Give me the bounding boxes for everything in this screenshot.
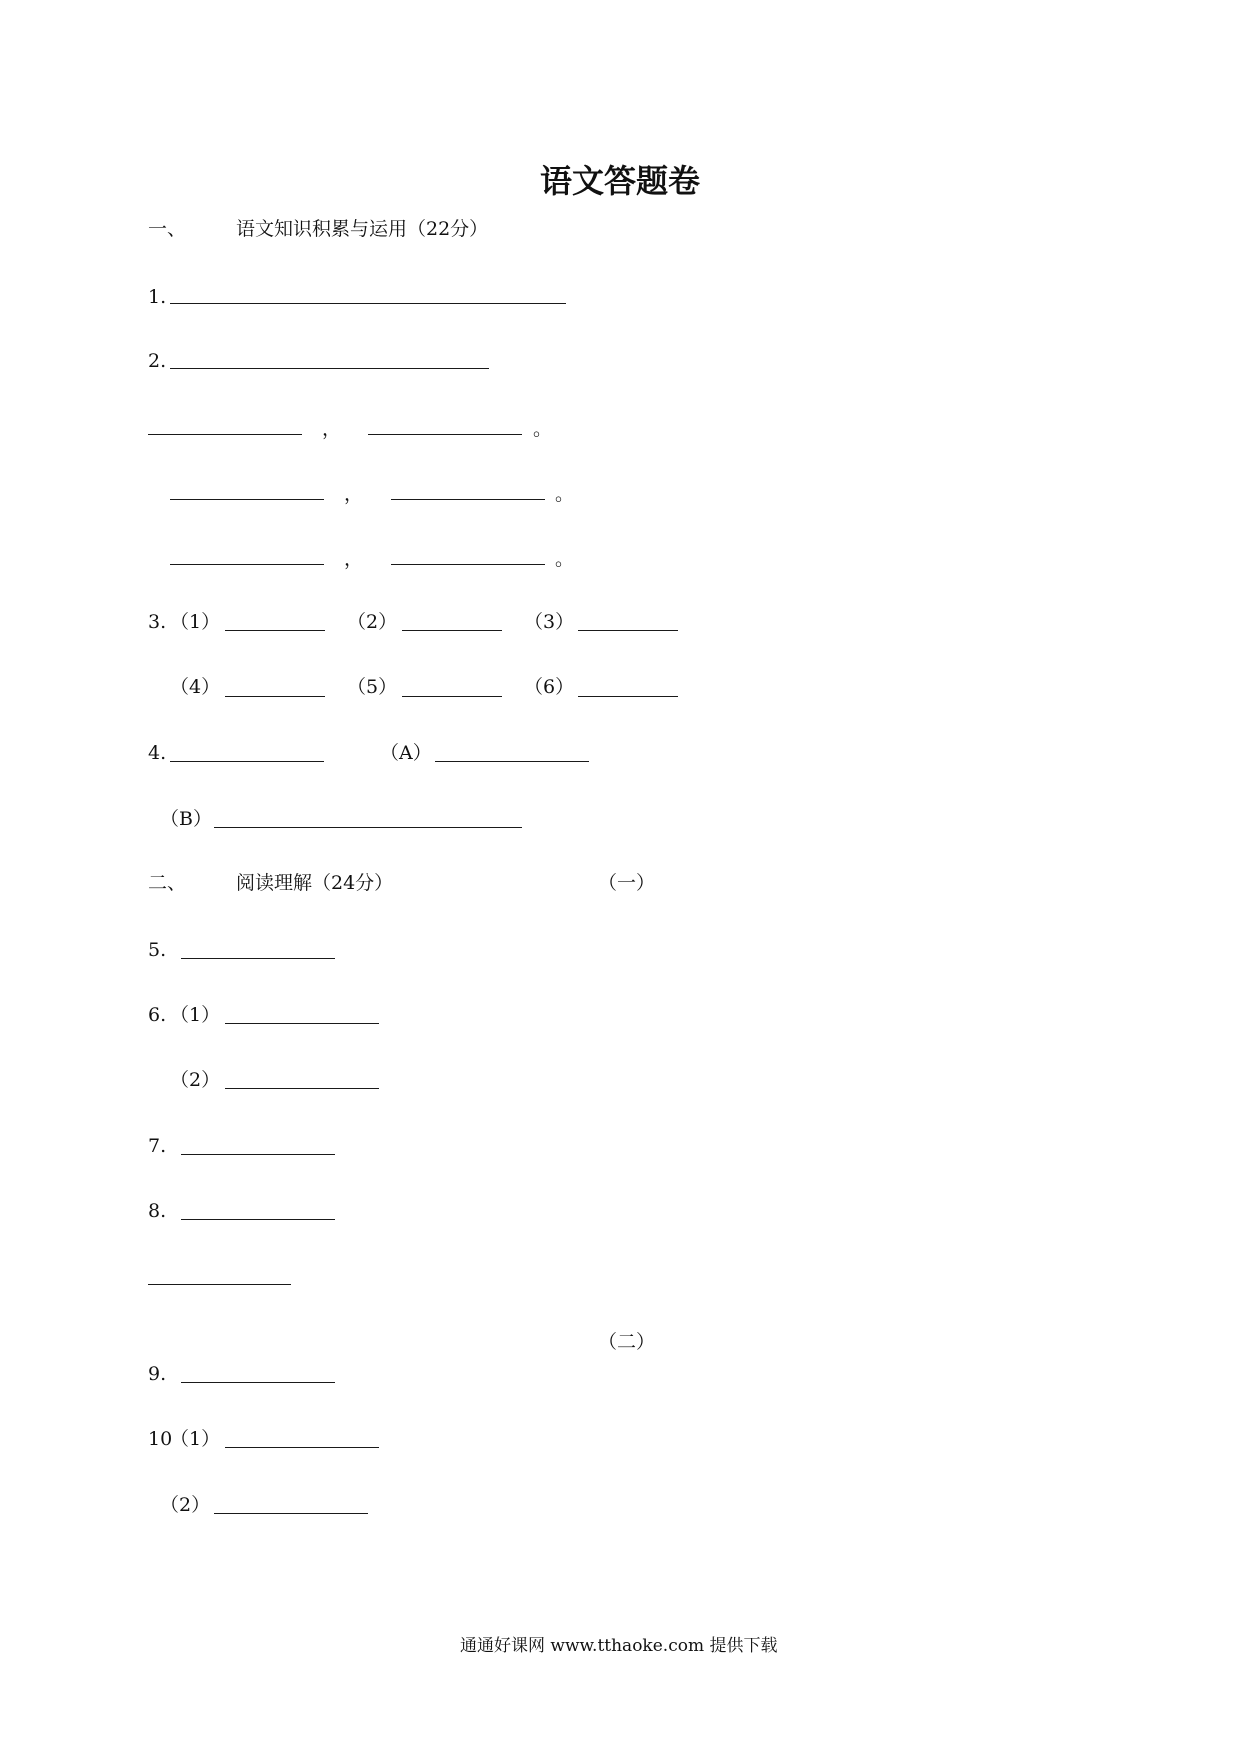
answer-line-q1[interactable]: [170, 303, 566, 304]
answer-line-q6-1[interactable]: [225, 1023, 379, 1024]
answer-line-q3-3[interactable]: [578, 630, 678, 631]
answer-line-q4-a[interactable]: [435, 761, 589, 762]
q10-part-2-label: （2）: [160, 1494, 211, 1516]
q6-part-1-label: （1）: [170, 1004, 221, 1026]
poem-period-3: 。: [555, 548, 575, 570]
poem-line-1a[interactable]: [148, 434, 302, 435]
reading-part-two-label: （二）: [598, 1331, 656, 1353]
q6-part-2-label: （2）: [170, 1069, 221, 1091]
poem-line-3a[interactable]: [170, 564, 324, 565]
q10-part-1-label: （1）: [170, 1428, 221, 1450]
answer-line-q4[interactable]: [170, 761, 324, 762]
question-1-number: 1.: [148, 286, 167, 308]
answer-line-q8-extra[interactable]: [148, 1284, 291, 1285]
section-two-heading: 阅读理解（24分）: [236, 872, 394, 894]
poem-comma-3: ，: [344, 548, 364, 570]
question-4-number: 4.: [148, 742, 167, 764]
answer-line-q4-b[interactable]: [214, 827, 522, 828]
question-3-number: 3.: [148, 611, 167, 633]
answer-line-q10-1[interactable]: [225, 1447, 379, 1448]
q3-part-2-label: （2）: [347, 611, 398, 633]
poem-period-2: 。: [555, 483, 575, 505]
q3-part-3-label: （3）: [524, 611, 575, 633]
answer-line-q9[interactable]: [181, 1382, 335, 1383]
answer-line-q5[interactable]: [181, 958, 335, 959]
answer-line-q3-4[interactable]: [225, 696, 325, 697]
poem-line-1b[interactable]: [368, 434, 522, 435]
question-9-number: 9.: [148, 1363, 167, 1385]
section-one-heading: 语文知识积累与运用（22分）: [236, 218, 489, 240]
answer-line-q3-1[interactable]: [225, 630, 325, 631]
footer-source-note: 通通好课网 www.tthaoke.com 提供下载: [460, 1636, 778, 1656]
answer-line-q3-5[interactable]: [402, 696, 502, 697]
poem-period-1: 。: [533, 418, 553, 440]
q3-part-4-label: （4）: [170, 676, 221, 698]
section-one-number: 一、: [148, 218, 187, 240]
poem-line-2a[interactable]: [170, 499, 324, 500]
section-two-number: 二、: [148, 872, 187, 894]
question-10-number: 10: [148, 1428, 173, 1450]
answer-line-q7[interactable]: [181, 1154, 335, 1155]
answer-line-q3-6[interactable]: [578, 696, 678, 697]
question-7-number: 7.: [148, 1135, 167, 1157]
poem-comma-1: ，: [322, 418, 342, 440]
q4-part-a-label: （A）: [380, 742, 432, 764]
poem-line-3b[interactable]: [391, 564, 545, 565]
reading-part-one-label: （一）: [598, 872, 656, 894]
question-6-number: 6.: [148, 1004, 167, 1026]
answer-line-q8[interactable]: [181, 1219, 335, 1220]
poem-line-2b[interactable]: [391, 499, 545, 500]
question-8-number: 8.: [148, 1200, 167, 1222]
q3-part-1-label: （1）: [170, 611, 221, 633]
answer-line-q2[interactable]: [170, 368, 489, 369]
question-5-number: 5.: [148, 939, 167, 961]
q4-part-b-label: （B）: [160, 808, 212, 830]
answer-line-q10-2[interactable]: [214, 1513, 368, 1514]
poem-comma-2: ，: [344, 483, 364, 505]
q3-part-6-label: （6）: [524, 676, 575, 698]
page-title: 语文答题卷: [540, 162, 701, 200]
answer-line-q3-2[interactable]: [402, 630, 502, 631]
question-2-number: 2.: [148, 350, 167, 372]
q3-part-5-label: （5）: [347, 676, 398, 698]
answer-line-q6-2[interactable]: [225, 1088, 379, 1089]
